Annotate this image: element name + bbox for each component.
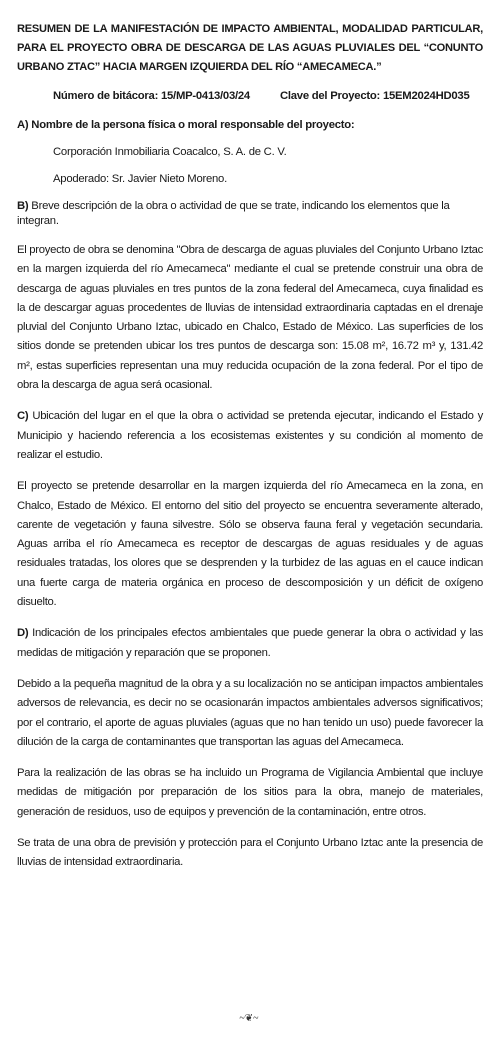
- section-d-heading: [17, 624, 483, 663]
- apoderado-name: Apoderado: Sr. Javier Nieto Moreno.: [53, 173, 227, 185]
- section-d-paragraph-2: Para la realización de las obras se ha incluido un Programa de Vigilancia Ambiental que incluye medidas de mitigación por preparación de los sitios para la obra, manejo de materiales, generación de residuos, uso de equipos y prevención de la contaminación, entre otros.: [17, 767, 483, 818]
- project-identifiers: [17, 89, 483, 104]
- document-title: RESUMEN DE LA MANIFESTACIÓN DE IMPACTO AMBIENTAL, MODALIDAD PARTICULAR, PARA EL PROYECTO OBRA DE DESCARGA DE LAS AGUAS PLUVIALES DEL “CONUNTO URBANO ZTAC” HACIA MARGEN IZQUIERDA DEL RÍO “AMECAMECA.”: [17, 23, 483, 73]
- section-b-paragraph: El proyecto de obra se denomina "Obra de descarga de aguas pluviales del Conjunto Urbano Iztac en la margen izquierda del río Amecameca" mediante el cual se pretende construir una obra de descarga de aguas pluviales en tres puntos de la zona federal del Amecameca, cuya finalidad es la de descargar aguas procedentes de lluvias de intensidad extraordinaria captadas en el drenaje pluvial del Conjunto Urbano Iztac, ubicado en Chalco, Estado de México. Las superficies de los sitios donde se pretenden ubicar los tres puntos de descarga son: 15.08 m², 16.72 m³ y, 131.42 m², estas superficies representan una muy reducida ocupación de la zona federal. Por el tipo de obra la descarga de agua será ocasional.: [17, 244, 483, 392]
- company-name: Corporación Inmobiliaria Coacalco, S. A. de C. V.: [53, 146, 287, 158]
- page-ornament-icon: ~❦~: [239, 1013, 259, 1024]
- section-c-heading: [17, 407, 483, 465]
- section-d-paragraph-3: Se trata de una obra de previsión y protección para el Conjunto Urbano Iztac ante la presencia de lluvias de intensidad extraordinaria.: [17, 837, 483, 869]
- section-b-heading: [17, 199, 483, 229]
- section-d-paragraph-1: Debido a la pequeña magnitud de la obra y a su localización no se anticipan impactos ambientales adversos de relevancia, es decir no se ocasionarán impactos ambientales adversos significativos; por el contrario, el aporte de aguas pluviales (aguas que no han tenido un uso) puede favorecer la dilución de la carga de contaminantes que transportan las aguas del Amecameca.: [17, 677, 483, 748]
- section-c-letter: C): [17, 410, 29, 423]
- section-b-heading-text: Breve descripción de la obra o actividad de que se trate, indicando los elementos que la integran.: [17, 200, 450, 227]
- section-a-heading: A) Nombre de la persona física o moral responsable del proyecto:: [17, 119, 355, 131]
- section-d-heading-text: Indicación de los principales efectos ambientales que puede generar la obra o actividad y las medidas de mitigación y reparación que se proponen.: [17, 627, 483, 659]
- project-key: Clave del Proyecto: 15EM2024HD035: [279, 90, 470, 102]
- section-b-letter: B): [17, 200, 29, 212]
- section-d-letter: D): [17, 627, 29, 640]
- bitacora-number: Número de bitácora: 15/MP-0413/03/24: [53, 90, 250, 102]
- section-c-heading-text: Ubicación del lugar en el que la obra o actividad se pretenda ejecutar, indicando el Estado y Municipio y haciendo referencia a los ecosistemas existentes y su condición al momento de realizar el estudio.: [17, 410, 483, 461]
- section-c-paragraph: El proyecto se pretende desarrollar en la margen izquierda del río Amecameca en la zona, en Chalco, Estado de México. El entorno del sitio del proyecto se encuentra severamente alterado, carente de vegetación y fauna silvestre. Sólo se observa fauna feral y vegetación secundaria. Aguas arriba el río Amecameca es receptor de descargas de aguas residuales y de aguas residuales tratadas, los olores que se desprenden y la turbidez de las aguas en el cauce indican una fuerte carga de materia orgánica en proceso de descomposición y un déficit de oxígeno disuelto.: [17, 480, 483, 609]
